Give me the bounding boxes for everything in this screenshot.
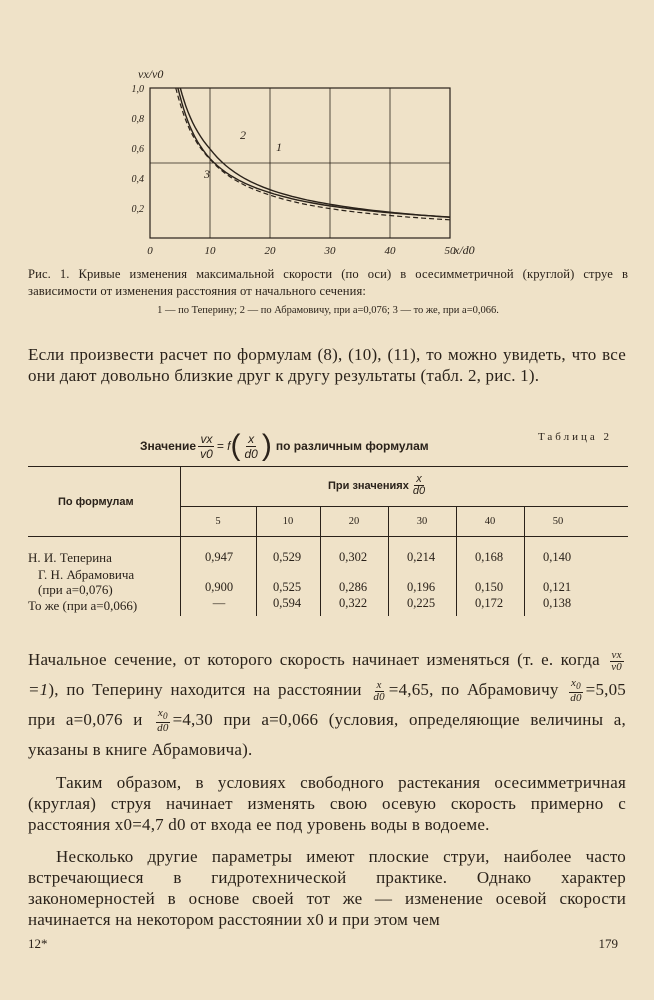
page-number: 179 bbox=[598, 936, 618, 951]
table-title bbox=[140, 428, 520, 464]
column-header: 50 bbox=[552, 516, 564, 527]
results-table bbox=[28, 466, 628, 616]
x-tick-label: 40 bbox=[384, 245, 396, 257]
fraction-den: d0 bbox=[373, 690, 385, 703]
table-label: Таблица 2 bbox=[537, 431, 612, 443]
table-cell: 0,138 bbox=[542, 596, 572, 610]
fraction-num: x bbox=[376, 678, 382, 691]
column-header: 10 bbox=[282, 516, 294, 527]
table-cell: 0,302 bbox=[338, 550, 368, 564]
row-name: То же (при a=0,066) bbox=[28, 598, 138, 613]
table-title-fraction-x bbox=[242, 432, 259, 461]
fraction-num: $x_0$ bbox=[571, 677, 581, 692]
series-line-1 bbox=[178, 88, 450, 217]
column-header: 40 bbox=[484, 516, 496, 527]
table-head-values bbox=[328, 474, 429, 497]
paragraph-4: Несколько другие параметры имеют плоские струи, наиболее часто встречающиеся в гидротехнической практике. Однако характер закономерностей в основе своей тот же — изменение осевой скорости начинается на некотором расстоянии x0 и при этом чем bbox=[28, 847, 626, 929]
y-tick-label: 0,2 bbox=[131, 204, 144, 215]
paren-close: ) bbox=[261, 429, 272, 462]
paragraph-3: Таким образом, в условиях свободного растекания осесимметричная (круглая) струя начинает изменять свою осевую скорость примерно с расстояния x0=4,7 d0 от входа ее под уровень воды в водоеме. bbox=[28, 773, 626, 834]
fraction-num: vx bbox=[200, 431, 213, 446]
table-cell: 0,525 bbox=[272, 580, 302, 594]
table-head-rule bbox=[28, 536, 628, 537]
fraction-den: d0 bbox=[157, 722, 169, 735]
row-name: Г. Н. Абрамовича bbox=[38, 567, 135, 582]
table-cell: 0,225 bbox=[406, 596, 436, 610]
table-head-values-label: При значениях bbox=[328, 479, 409, 492]
table-cell: 0,322 bbox=[338, 596, 368, 610]
y-tick-label: 0,6 bbox=[131, 144, 144, 155]
x-tick-label: 50 bbox=[444, 245, 456, 257]
p2-text-e: =4,30 при a=0,066 (условия, определяющие величины a, указаны в книге Абрамовича). bbox=[28, 710, 626, 759]
fraction-den: d0 bbox=[244, 446, 258, 461]
p2-fraction-x bbox=[371, 680, 386, 703]
y-axis-label: vx/v0 bbox=[138, 67, 164, 81]
column-header: 5 bbox=[215, 516, 221, 527]
p2-fraction-x0 bbox=[568, 678, 583, 704]
table-cell: 0,214 bbox=[406, 550, 436, 564]
column-header: 20 bbox=[348, 516, 360, 527]
fraction-num: $x_0$ bbox=[157, 707, 168, 722]
curve-label: 2 bbox=[240, 128, 246, 142]
curve-label: 3 bbox=[204, 167, 210, 181]
p2-text-d: =5,05 при a=0,076 и bbox=[28, 680, 627, 729]
series-line-2 bbox=[180, 88, 450, 217]
paragraph-2 bbox=[28, 645, 626, 765]
table-cell: — bbox=[212, 596, 226, 610]
table-cell: 0,196 bbox=[406, 580, 436, 594]
p2-text-b: ), по Теперину находится на расстоянии bbox=[48, 680, 362, 699]
row-name-condition: (при a=0,076) bbox=[38, 582, 113, 597]
paragraph-1: Если произвести расчет по формулам (8), (10), (11), то можно увидеть, что все они дают довольно близкие друг к другу результаты (табл. 2, рис. 1). bbox=[28, 345, 626, 385]
paren-open: ( bbox=[230, 429, 241, 462]
table-title-suffix: по различным формулам bbox=[275, 439, 429, 453]
fraction-num: x bbox=[416, 473, 422, 485]
y-tick-label: 0,4 bbox=[131, 174, 144, 185]
y-tick-label: 1,0 bbox=[131, 84, 144, 95]
x-tick-label: 10 bbox=[204, 245, 216, 257]
table-cell: 0,594 bbox=[272, 596, 302, 610]
fraction-den: d0 bbox=[412, 485, 426, 497]
column-header: 30 bbox=[416, 516, 428, 527]
x-tick-label: 0 bbox=[147, 245, 153, 257]
table-cell: 0,947 bbox=[204, 550, 234, 564]
p2-text-a: Начальное сечение, от которого скорость начинает изменяться (т. е. когда bbox=[28, 650, 600, 669]
figure-caption: Рис. 1. Кривые изменения максимальной скорости (по оси) в осесимметричной (круглой) струе в зависимости от изменения расстояния от начального сечения: bbox=[28, 267, 628, 298]
table-cell: 0,900 bbox=[204, 580, 234, 594]
table-cell: 0,140 bbox=[542, 550, 572, 564]
table-cell: 0,286 bbox=[338, 580, 368, 594]
table-subhead-rule bbox=[180, 506, 628, 507]
table-head-fraction bbox=[411, 474, 427, 497]
x-tick-label: 20 bbox=[264, 245, 276, 257]
p2-text-c: =4,65, по Абрамовичу bbox=[388, 680, 559, 699]
velocity-chart bbox=[120, 60, 480, 260]
p2-eq-one: =1 bbox=[28, 680, 49, 699]
figure-legend: 1 — по Теперину; 2 — по Абрамовичу, при a=0,076; 3 — то же, при a=0,066. bbox=[157, 305, 499, 316]
p2-fraction-v bbox=[609, 650, 624, 673]
row-name: Н. И. Теперина bbox=[28, 550, 112, 565]
table-cell: 0,168 bbox=[474, 550, 504, 564]
table-cell: 0,529 bbox=[272, 550, 302, 564]
signature-mark: 12* bbox=[28, 936, 48, 951]
table-title-fraction-v bbox=[198, 432, 215, 461]
table-cell: 0,172 bbox=[474, 596, 504, 610]
x-axis-label: x/d0 bbox=[454, 243, 475, 257]
table-title-prefix: Значение bbox=[140, 439, 197, 453]
series-line-3 bbox=[176, 88, 450, 220]
p2-fraction-x0b bbox=[155, 708, 170, 734]
fraction-den: d0 bbox=[570, 692, 582, 705]
fraction-den: v0 bbox=[200, 446, 213, 461]
y-tick-label: 0,8 bbox=[131, 114, 144, 125]
fraction-den: v0 bbox=[611, 660, 623, 673]
fraction-num: x bbox=[248, 431, 255, 446]
table-cell: 0,121 bbox=[542, 580, 572, 594]
table-cell: 0,150 bbox=[474, 580, 504, 594]
x-tick-label: 30 bbox=[324, 245, 336, 257]
table-title-eq: = f bbox=[216, 439, 231, 453]
fraction-num: vx bbox=[611, 648, 622, 661]
table-head-formula: По формулам bbox=[58, 496, 134, 508]
curve-label: 1 bbox=[276, 140, 282, 154]
table-top-rule bbox=[28, 466, 628, 467]
